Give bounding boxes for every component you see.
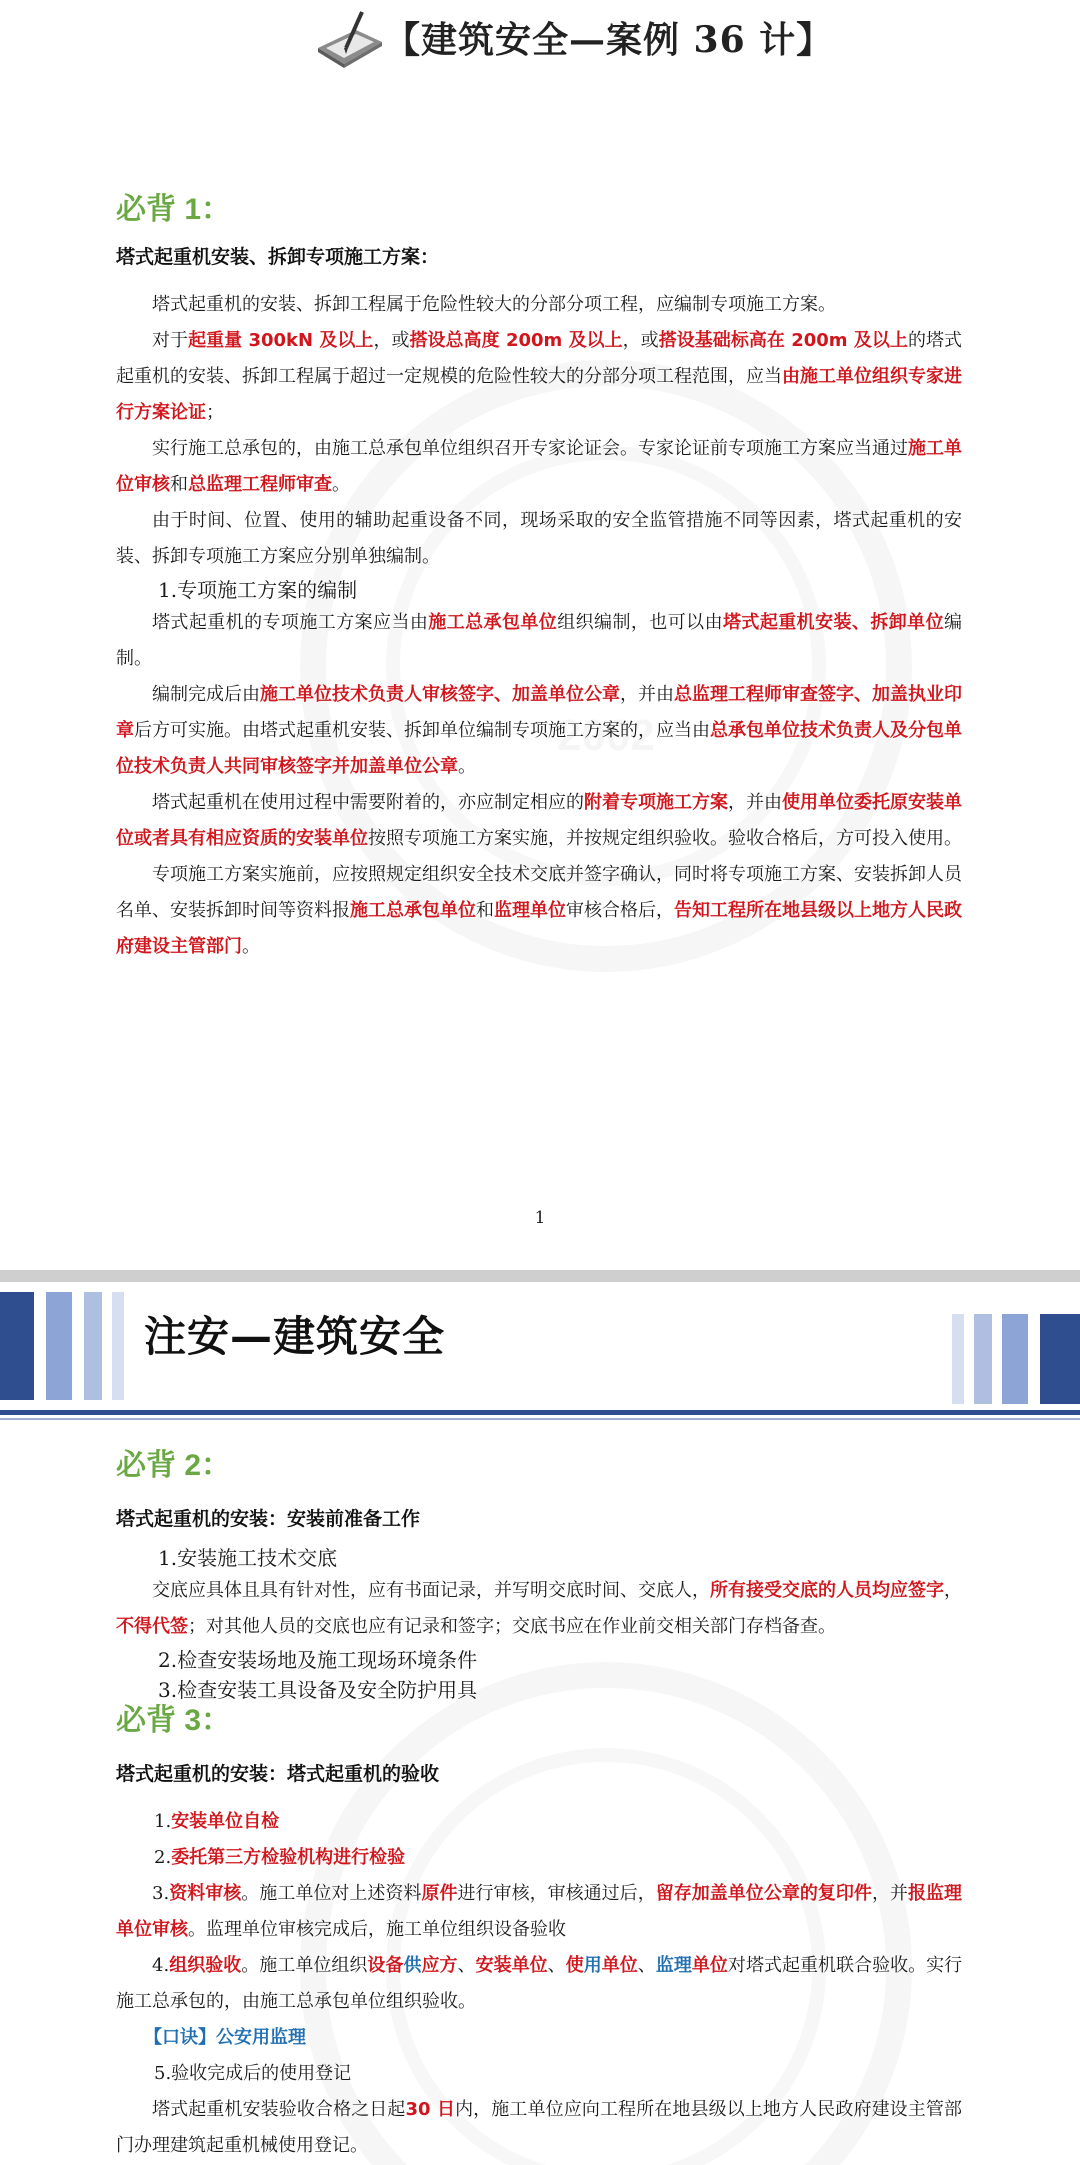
section-subheading: 塔式起重机的安装：塔式起重机的验收 [116, 1763, 440, 1785]
document-page-2 [0, 1282, 1080, 2165]
numbered-item: 5.验收完成后的使用登记 [154, 2063, 352, 2084]
page-banner [0, 1282, 1080, 1414]
book-pen-logo-icon [316, 8, 386, 70]
section-2 [116, 1440, 962, 1705]
paragraph: 塔式起重机的专项施工方案应当由施工总承包单位组织编制，也可以由塔式起重机安装、拆卸单位编制。 [116, 612, 963, 669]
section-subheading: 塔式起重机的安装：安装前准备工作 [116, 1508, 421, 1530]
paragraph: 对于起重量 300kN 及以上，或搭设总高度 200m 及以上，或搭设基础标高在 200m 及以上的塔式起重机的安装、拆卸工程属于超过一定规模的危险性较大的分部分项工程范围，应当由施工单位组织专家进行方案论证； [116, 330, 962, 423]
paragraph: 专项施工方案实施前，应按照规定组织安全技术交底并签字确认，同时将专项施工方案、安装拆卸人员名单、安装拆卸时间等资料报施工总承包单位和监理单位审核合格后，告知工程所在地县级以上地方人民政府建设主管部门。 [116, 864, 962, 957]
numbered-item: 1.专项施工方案的编制 [158, 578, 358, 602]
section-3 [116, 1695, 962, 2164]
banner-bar [952, 1314, 964, 1404]
banner-bar [0, 1292, 34, 1400]
section-1 [116, 184, 962, 965]
section-heading: 必背 3： [116, 1704, 232, 1737]
banner-title: 注安—建筑安全 [144, 1312, 446, 1361]
page-header [0, 0, 1080, 76]
paragraph: 编制完成后由施工单位技术负责人审核签字、加盖单位公章，并由总监理工程师审查签字、加盖执业印章后方可实施。由塔式起重机安装、拆卸单位编制专项施工方案的，应当由总承包单位技术负责人及分包单位技术负责人共同审核签字并加盖单位公章。 [116, 684, 962, 777]
page-number: 1 [534, 1208, 546, 1228]
banner-bar [46, 1292, 72, 1400]
paragraph: 4.组织验收。施工单位组织设备供应方、安装单位、使用单位、监理单位对塔式起重机联合验收。实行施工总承包的，由施工总承包单位组织验收。 [116, 1955, 963, 2012]
mnemonic: 【口诀】公安用监理 [144, 2027, 306, 2048]
paragraph: 3.资料审核。施工单位对上述资料原件进行审核，审核通过后，留存加盖单位公章的复印件，并报监理单位审核。监理单位审核完成后，施工单位组织设备验收 [116, 1883, 963, 1940]
banner-bar [84, 1292, 102, 1400]
numbered-item: 1.安装单位自检 [154, 1811, 280, 1832]
page-separator [0, 1270, 1080, 1282]
paragraph: 塔式起重机安装验收合格之日起30 日内，施工单位应向工程所在地县级以上地方人民政府建设主管部门办理建筑起重机械使用登记。 [116, 2099, 963, 2156]
section-heading: 必背 1： [116, 193, 232, 226]
banner-bar [1040, 1314, 1080, 1404]
banner-rule [0, 1418, 1080, 1420]
document-series-title: 【建筑安全—案例 36 计】 [384, 19, 834, 61]
numbered-item: 2.委托第三方检验机构进行检验 [154, 1847, 406, 1868]
section-heading: 必背 2： [116, 1449, 232, 1482]
banner-rule [0, 1410, 1080, 1415]
paragraph: 塔式起重机在使用过程中需要附着的，亦应制定相应的附着专项施工方案，并由使用单位委托原安装单位或者具有相应资质的安装单位按照专项施工方案实施，并按规定组织验收。验收合格后，方可投入使用。 [116, 792, 962, 849]
banner-bar [112, 1292, 124, 1400]
section-subheading: 塔式起重机安装、拆卸专项施工方案： [116, 246, 440, 268]
banner-bar [974, 1314, 992, 1404]
banner-bar [1002, 1314, 1028, 1404]
numbered-item: 1.安装施工技术交底 [158, 1546, 338, 1570]
paragraph: 由于时间、位置、使用的辅助起重设备不同，现场采取的安全监管措施不同等因素，塔式起重机的安装、拆卸专项施工方案应分别单独编制。 [116, 510, 962, 567]
paragraph: 交底应具体且具有针对性，应有书面记录，并写明交底时间、交底人，所有接受交底的人员均应签字，不得代签；对其他人员的交底也应有记录和签字；交底书应在作业前交相关部门存档备查。 [116, 1580, 962, 1637]
numbered-item: 2.检查安装场地及施工现场环境条件 [158, 1648, 478, 1672]
paragraph: 实行施工总承包的，由施工总承包单位组织召开专家论证会。专家论证前专项施工方案应当通过施工单位审核和总监理工程师审查。 [116, 438, 962, 495]
numbered-item: 3.检查安装工具设备及安全防护用具 [158, 1678, 478, 1702]
paragraph: 塔式起重机的安装、拆卸工程属于危险性较大的分部分项工程，应编制专项施工方案。 [152, 294, 836, 315]
